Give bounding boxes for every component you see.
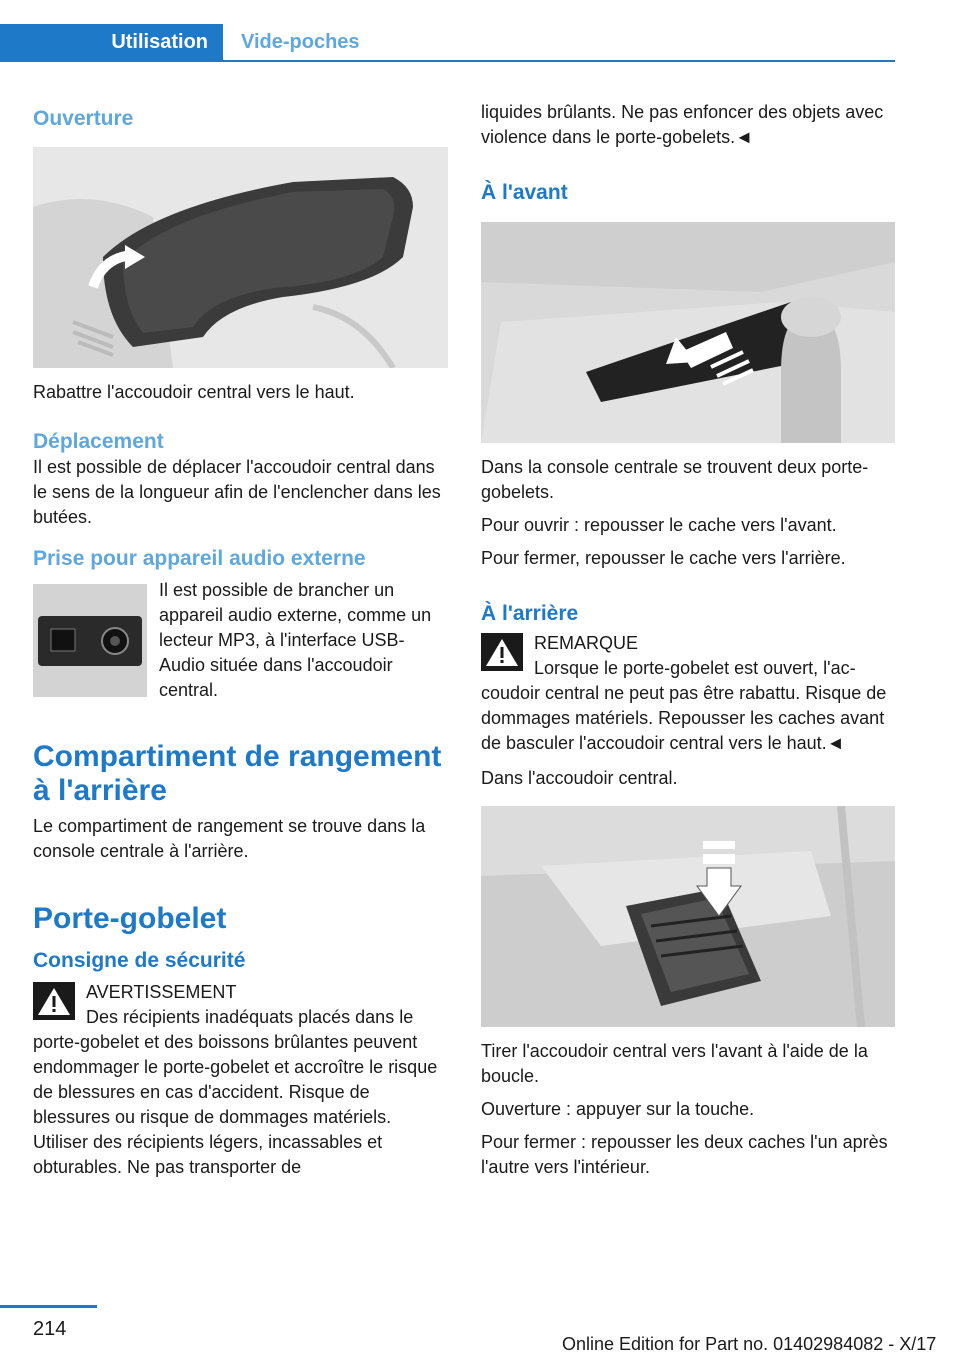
heading-avant: À l'avant — [481, 181, 568, 204]
warning-text: Des récipients inadéquats placés dans le porte-gobelet et des boissons brûlantes peuvent endommager le porte-gobelet et accroître le risque de blessures en cas d'accident. Risque de blessures ou risque de dommages matériels. Utiliser des récipients légers, incassables et obturables. Ne pas transporter de — [33, 1007, 438, 1177]
note-block — [481, 631, 896, 756]
text-arriere-3: Ouverture : appuyer sur la touche. — [481, 1099, 755, 1119]
left-column — [33, 100, 448, 1180]
armrest-image — [33, 147, 448, 368]
audio-block — [33, 578, 448, 718]
caption-ouverture: Rabattre l'accoudoir central vers le haut. — [33, 382, 355, 402]
text-avant-3: Pour fermer, repousser le cache vers l'arrière. — [481, 548, 846, 568]
heading-arriere: À l'arrière — [481, 602, 579, 625]
text-compartiment: Le compartiment de rangement se trouve dans la console centrale à l'arrière. — [33, 816, 426, 861]
warning-text-continued: liquides brûlants. Ne pas enfoncer des objets avec violence dans le porte-gobelets.◄ — [481, 102, 884, 147]
warning-block — [33, 980, 448, 1180]
warning-icon — [33, 982, 75, 1020]
text-arriere-1: Dans l'accoudoir central. — [481, 768, 678, 788]
text-prise-audio: Il est possible de brancher un appareil audio externe, comme un lecteur MP3, à l'interface USB-Audio située dans l'accoudoir central. — [159, 580, 432, 700]
note-text: Lorsque le porte-gobelet est ouvert, l'accoudoir central ne peut pas être rabattu. Risque de dommages matériels. Repousser les caches avant de basculer l'accoudoir central vers le haut.◄ — [481, 658, 887, 753]
heading-prise-audio: Prise pour appareil audio externe — [33, 547, 366, 570]
heading-consigne: Consigne de sécurité — [33, 949, 246, 972]
heading-ouverture: Ouverture — [33, 107, 134, 130]
edition-info: Online Edition for Part no. 01402984082 - X/17 — [562, 1334, 937, 1354]
text-avant-2: Pour ouvrir : repousser le cache vers l'avant. — [481, 515, 837, 535]
warning-title: AVERTISSEMENT — [86, 982, 237, 1002]
cupholder-rear-image — [481, 806, 895, 1027]
note-title: REMARQUE — [534, 633, 639, 653]
tab-utilisation[interactable]: Utilisation — [0, 24, 223, 60]
heading-porte-gobelet: Porte-gobelet — [33, 902, 227, 935]
right-column — [481, 100, 896, 1180]
page-number: 214 — [33, 1318, 67, 1340]
text-arriere-4: Pour fermer : repousser les deux caches l'un après l'autre vers l'intérieur. — [481, 1132, 888, 1177]
header-tabs — [0, 24, 895, 62]
usb-audio-image — [33, 584, 147, 697]
header-divider — [0, 60, 895, 62]
footer-rule — [0, 1305, 97, 1308]
heading-compartiment: Compartiment de rangement à l'arrière — [33, 740, 442, 807]
text-arriere-2: Tirer l'accoudoir central vers l'avant à l'aide de la boucle. — [481, 1041, 868, 1086]
text-avant-1: Dans la console centrale se trouvent deux porte-gobelets. — [481, 457, 869, 502]
heading-deplacement: Déplacement — [33, 430, 164, 453]
cupholder-front-image — [481, 222, 895, 443]
notice-icon — [481, 633, 523, 671]
text-deplacement: Il est possible de déplacer l'accoudoir central dans le sens de la longueur afin de l'enclencher dans les butées. — [33, 457, 441, 527]
tab-vide-poches[interactable]: Vide-poches — [241, 30, 360, 53]
